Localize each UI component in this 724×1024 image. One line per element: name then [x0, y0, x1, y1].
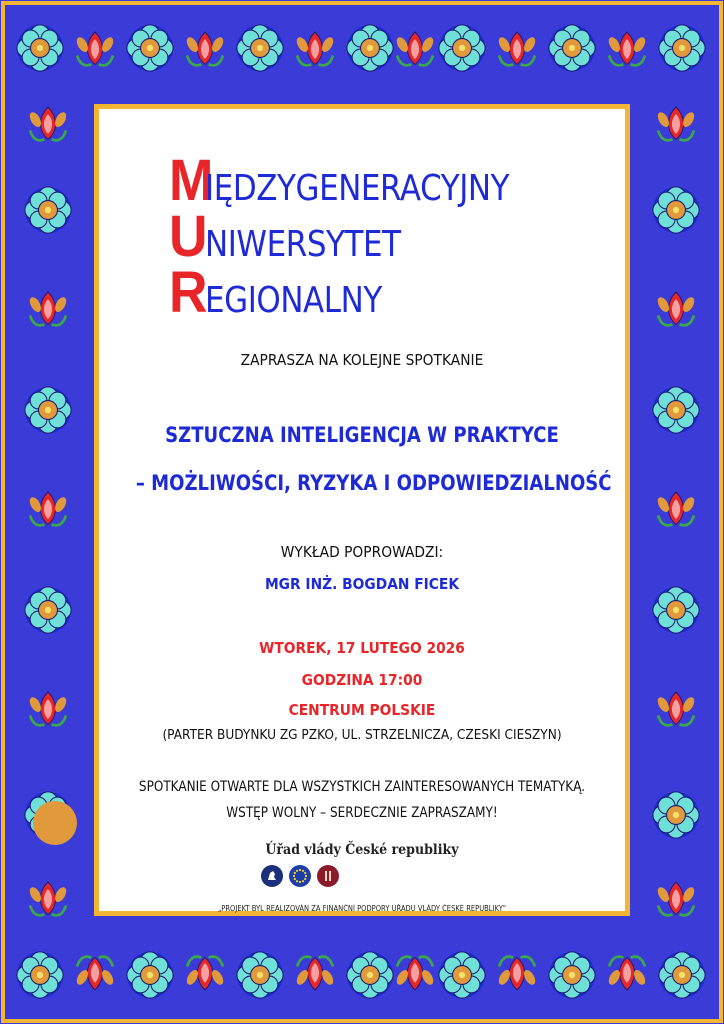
title-rest: NIWERSYTET — [205, 224, 401, 265]
event-date: WTOREK, 17 LUTEGO 2026 — [259, 639, 465, 657]
rosette-ornament — [653, 587, 699, 633]
title-rest: IĘDZYGENERACYJNY — [205, 168, 510, 209]
sponsor-name: Úřad vlády České republiky — [265, 842, 459, 858]
topic-line-2: – MOŻLIWOŚCI, RYZYKA I ODPOWIEDZIALNOŚĆ — [135, 471, 612, 495]
speaker-name: MGR INŻ. BOGDAN FICEK — [264, 575, 460, 593]
rosette-ornament — [25, 187, 71, 233]
eu-stars-icon — [289, 865, 311, 887]
title-rest: EGIONALNY — [205, 280, 382, 321]
sponsor-logos — [261, 865, 339, 887]
title-line — [169, 148, 559, 213]
rosette-ornament — [237, 952, 283, 998]
topic-line-1: SZTUCZNA INTELIGENCJA W PRAKTYCE — [165, 423, 559, 447]
title-initial: R — [169, 260, 208, 325]
title-initial: U — [169, 204, 208, 269]
title-line — [169, 204, 559, 269]
rosette-ornament — [439, 952, 485, 998]
rosette-ornament — [549, 952, 595, 998]
open-line-1: SPOTKANIE OTWARTE DLA WSZYSTKICH ZAINTERESOWANYCH TEMATYKĄ. — [138, 779, 586, 795]
rosette-ornament — [25, 587, 71, 633]
rosette-ornament — [549, 25, 595, 71]
rosette-ornament — [659, 25, 705, 71]
invite-text: ZAPRASZA NA KOLEJNE SPOTKANIE — [240, 351, 484, 369]
title-initial: M — [169, 148, 214, 213]
funding-footnote: „PROJEKT BYL REALIZOVÁN ZA FINANČNÍ PODPORY ÚŘADU VLÁDY ČESKÉ REPUBLIKY" — [218, 904, 506, 913]
event-venue: CENTRUM POLSKIE — [288, 701, 436, 719]
rosette-ornament — [237, 25, 283, 71]
government-emblem-icon — [317, 865, 339, 887]
title-block — [169, 148, 559, 325]
event-address: (PARTER BUDYNKU ZG PZKO, UL. STRZELNICZA, CZESKI CIESZYN) — [162, 727, 562, 743]
rosette-ornament — [347, 25, 393, 71]
lecture-label: WYKŁAD POPROWADZI: — [280, 543, 444, 561]
rosette-ornament — [653, 387, 699, 433]
rosette-ornament — [25, 387, 71, 433]
title-line — [169, 260, 559, 325]
rosette-ornament — [17, 952, 63, 998]
content-panel — [94, 104, 630, 916]
rosette-ornament — [17, 25, 63, 71]
open-line-2: WSTĘP WOLNY – SERDECZNIE ZAPRASZAMY! — [226, 805, 498, 821]
rosette-ornament — [653, 792, 699, 838]
rosette-ornament — [659, 952, 705, 998]
event-time: GODZINA 17:00 — [301, 671, 423, 689]
rosette-ornament — [127, 25, 173, 71]
rosette-ornament — [347, 952, 393, 998]
rosette-ornament — [653, 187, 699, 233]
rosette-ornament — [127, 952, 173, 998]
lion-emblem-icon — [261, 865, 283, 887]
rosette-ornament — [439, 25, 485, 71]
